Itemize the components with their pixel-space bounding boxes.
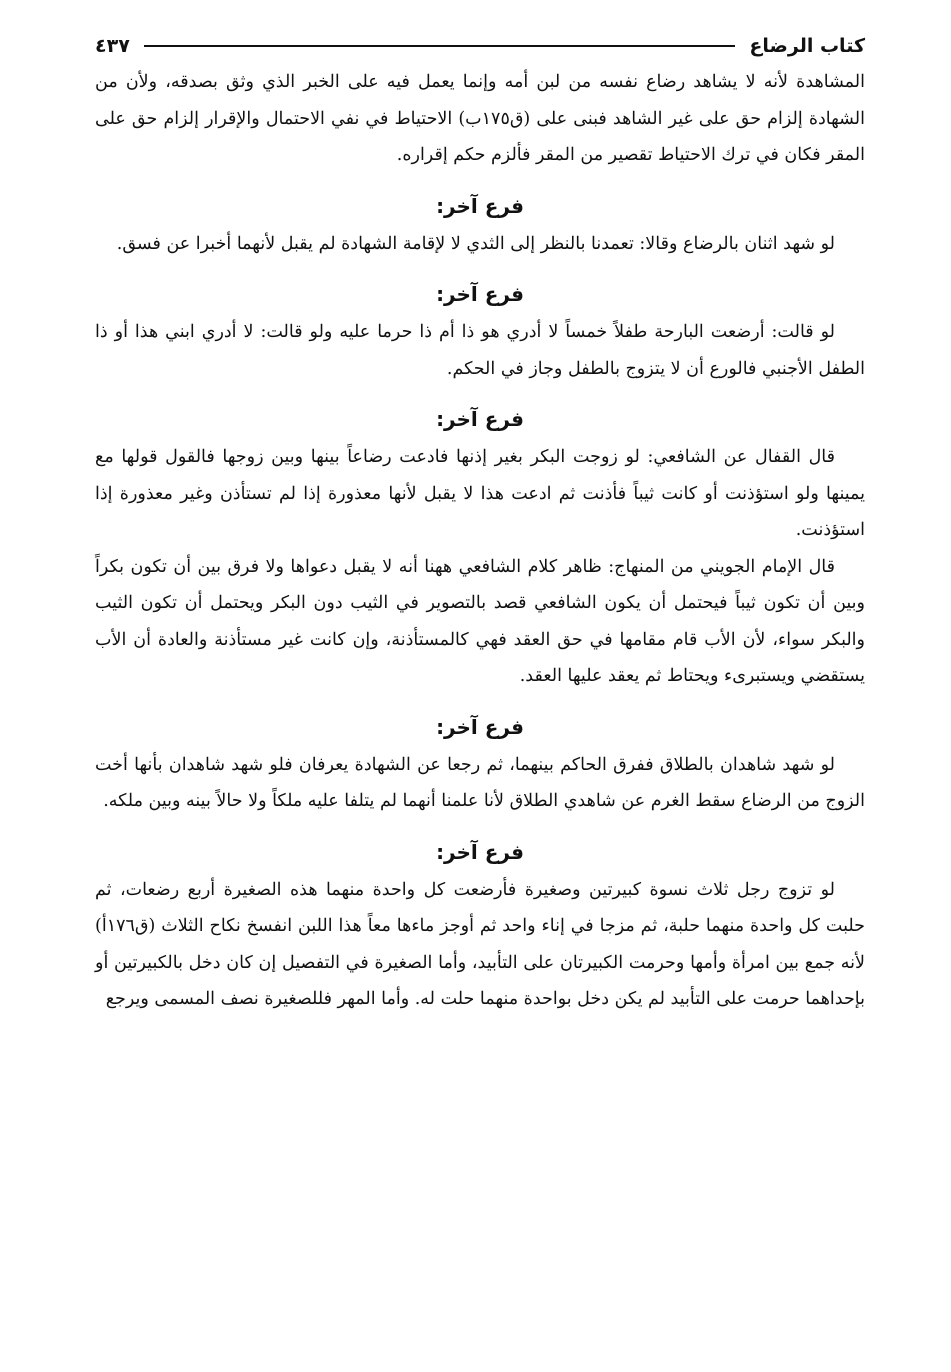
paragraph: قال الإمام الجويني من المنهاج: ظاهر كلام الشافعي ههنا أنه لا يقبل دعواها ولا فرق بين أن تكون بكراً وبين أن تكون ثيباً فيحتمل أن يكون الشافعي قصد بالتصوير في الثيب دون البكر ويحتمل أن تكون الثيب والبكر سواء، لأن الأب قام مقامها في حق العقد فهي كالمستأذنة، وإن كانت غير مستأذنة والعادة أن الأب يستقضي ويستبرىء ويحتاط ثم يعقد عليها العقد.: [95, 556, 865, 686]
page-number: ٤٣٧: [95, 35, 130, 57]
book-page: [95, 28, 865, 1348]
header-rule: [144, 45, 736, 47]
running-header: [95, 28, 865, 64]
paragraph: قال القفال عن الشافعي: لو زوجت البكر بغير إذنها فادعت رضاعاً بينها وبين زوجها فالقول قولها مع يمينها ولو استؤذنت أو كانت ثيباً فأذنت ثم ادعت هذا لا يقبل لأنها معذورة إذا لم تستأذن وغير معذورة إذا استؤذنت.: [95, 447, 865, 540]
book-title: كتاب الرضاع: [749, 35, 865, 57]
paragraph: لو شهد شاهدان بالطلاق ففرق الحاكم بينهما، ثم رجعا عن الشهادة يعرفان فلو شهد شاهدان بأنها أخت الزوج من الرضاع سقط الغرم عن شاهدي الطلاق لأنا علمنا أنهما لم يتلفا عليه ملكاً ولا حالاً بينه وبين ملكه.: [95, 754, 865, 811]
section-heading: فرع آخر:: [436, 282, 524, 306]
section-heading: فرع آخر:: [436, 193, 524, 218]
paragraph: لو تزوج رجل ثلاث نسوة كبيرتين وصغيرة فأرضعت كل واحدة منهما هذه الصغيرة أربع رضعات، ثم حلبت كل واحدة منهما حلبة، ثم مزجا في إناء واحد ثم أوجز ماءها معاً هذا اللبن انفسخ نكاح الثلاث (ق١٧٦أ) لأنه جمع بين امرأة وأمها وحرمت الكبيرتان على التأبيد، وأما الصغيرة في التفصيل إن كان دخل بالكبيرتين أو بإحداهما حرمت على التأبيد لم يكن دخل بواحدة منهما حلت له. وأما المهر فللصغيرة نصف المسمى ويرجع: [95, 879, 865, 1009]
section-heading: فرع آخر:: [436, 839, 524, 864]
section-heading: فرع آخر:: [436, 714, 524, 739]
paragraph: لو شهد اثنان بالرضاع وقالا: تعمدنا بالنظر إلى الثدي لا لإقامة الشهادة لم يقبل لأنهما أخبرا عن فسق.: [116, 233, 835, 254]
paragraph: لو قالت: أرضعت البارحة طفلاً خمساً لا أدري هو ذا أم ذا حرما عليه ولو قالت: لا أدري ابني هذا أو ذا الطفل الأجنبي فالورع أن لا يتزوج بالطفل وجاز في الحكم.: [95, 322, 865, 379]
paragraph-continuation: المشاهدة لأنه لا يشاهد رضاع نفسه من لبن أمه وإنما يعمل فيه على الخبر الذي وثق بصدقه، ولأن من الشهادة إلزام حق على غير الشاهد فبنى على (ق١٧٥ب) الاحتياط في نفي الاحتمال والإقرار إلزام حق على المقر فكان في ترك الاحتياط تقصير من المقر فألزم حكم إقراره.: [95, 72, 865, 165]
section-heading: فرع آخر:: [436, 407, 524, 431]
